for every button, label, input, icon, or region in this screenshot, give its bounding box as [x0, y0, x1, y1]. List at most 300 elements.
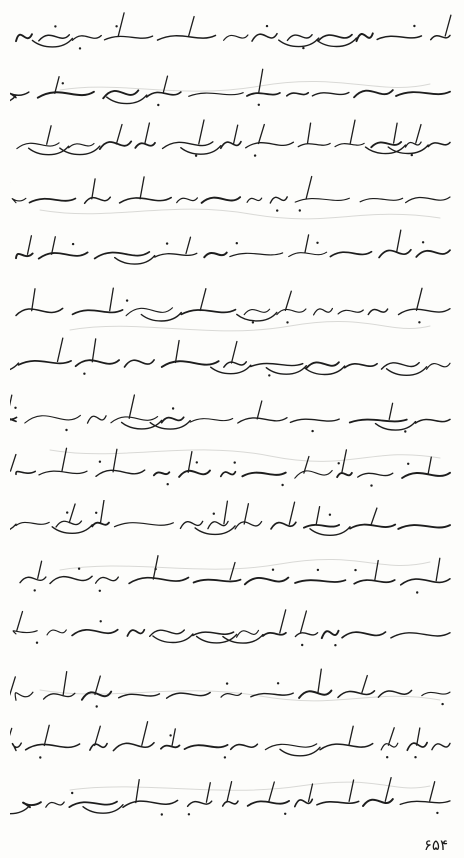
word-stroke: [158, 35, 216, 40]
diacritic-dot: [161, 814, 163, 816]
handwriting-strokes: [10, 63, 454, 117]
word-stroke: [354, 90, 393, 97]
diacritic-dot: [268, 374, 270, 376]
ascender-stroke: [11, 455, 16, 472]
diacritic-dot: [72, 243, 74, 245]
word-stroke: [295, 471, 332, 479]
diacritic-dot: [272, 568, 274, 570]
ascender-stroke: [430, 782, 435, 801]
word-stroke: [20, 577, 46, 583]
diacritic-dot: [169, 734, 171, 736]
ascender-stroke: [397, 230, 401, 252]
word-stroke: [16, 522, 49, 525]
diacritic-dot: [99, 461, 101, 463]
manuscript-line: [10, 664, 454, 718]
manuscript-line: [10, 336, 454, 390]
descender-stroke: [266, 366, 306, 375]
word-stroke: [382, 363, 420, 370]
word-stroke: [231, 744, 258, 749]
manuscript-line: [10, 63, 454, 117]
word-stroke: [161, 745, 180, 748]
word-stroke: [416, 419, 451, 423]
ascender-stroke: [385, 778, 391, 802]
ascender-stroke: [189, 17, 195, 37]
ascender-stroke: [342, 450, 347, 474]
descender-stroke: [122, 420, 162, 429]
word-stroke: [221, 693, 241, 697]
word-stroke: [163, 142, 213, 149]
word-stroke: [319, 35, 352, 41]
ascender-stroke: [186, 237, 191, 253]
diacritic-dot: [301, 644, 303, 646]
word-stroke: [10, 92, 29, 98]
diacritic-dot: [36, 642, 38, 644]
word-stroke: [12, 743, 21, 750]
ascender-stroke: [44, 725, 49, 745]
word-stroke: [399, 309, 451, 315]
ascender-stroke: [234, 125, 238, 144]
handwriting-strokes: [10, 500, 454, 554]
ascender-stroke: [206, 783, 210, 803]
word-stroke: [270, 197, 287, 203]
diacritic-dot: [266, 25, 268, 27]
manuscript-text-block: [10, 8, 454, 828]
page-number: ۶۵۴: [423, 836, 448, 854]
word-stroke: [360, 198, 403, 202]
word-stroke: [381, 743, 398, 750]
diacritic-dot: [286, 322, 288, 324]
word-stroke: [263, 633, 286, 636]
word-stroke: [306, 362, 339, 368]
word-stroke: [422, 692, 450, 696]
ascender-stroke: [92, 339, 95, 362]
manuscript-line: [10, 8, 454, 62]
handwriting-strokes: [10, 227, 454, 281]
manuscript-line: [10, 281, 454, 335]
word-stroke: [398, 525, 450, 529]
ascender-stroke: [417, 289, 423, 311]
diacritic-dot: [96, 705, 98, 707]
word-stroke: [103, 90, 138, 98]
ascender-stroke: [140, 177, 144, 199]
word-stroke: [371, 142, 401, 147]
word-stroke: [244, 310, 269, 315]
word-stroke: [337, 473, 352, 477]
diacritic-dot: [213, 513, 215, 515]
descender-stroke: [10, 363, 19, 372]
ascender-stroke: [349, 780, 354, 801]
word-stroke: [290, 419, 339, 422]
ascender-stroke: [17, 612, 23, 631]
diacritic-dot: [281, 484, 283, 486]
diacritic-dot: [418, 321, 420, 323]
word-stroke: [238, 417, 287, 422]
word-stroke: [16, 309, 63, 316]
ascender-stroke: [436, 558, 440, 580]
word-stroke: [119, 694, 160, 698]
diacritic-dot: [226, 682, 228, 684]
word-stroke: [295, 198, 349, 202]
handwriting-strokes: [10, 117, 454, 171]
diacritic-dot: [407, 463, 409, 465]
word-stroke: [342, 632, 385, 638]
word-stroke: [358, 474, 393, 478]
ascender-stroke: [172, 729, 175, 746]
diacritic-dot: [236, 242, 238, 244]
word-stroke: [242, 473, 285, 477]
ascender-stroke: [10, 395, 12, 418]
ascender-stroke: [280, 610, 286, 633]
word-stroke: [72, 36, 101, 41]
word-stroke: [167, 693, 211, 699]
word-stroke: [401, 578, 450, 584]
handwriting-strokes: [10, 391, 454, 445]
ascender-stroke: [269, 782, 275, 802]
ascender-stroke: [371, 508, 377, 525]
diacritic-dot: [196, 462, 198, 464]
descender-stroke: [223, 635, 263, 644]
word-stroke: [277, 309, 306, 315]
ascender-stroke: [28, 235, 32, 254]
descender-stroke: [181, 146, 221, 155]
diacritic-dot: [115, 25, 117, 27]
word-stroke: [252, 34, 277, 41]
word-stroke: [155, 253, 197, 257]
ascender-stroke: [47, 126, 51, 144]
word-stroke: [221, 472, 236, 477]
ascender-stroke: [388, 727, 394, 744]
word-stroke: [44, 693, 75, 699]
descender-stroke: [83, 805, 123, 814]
diacritic-dot: [65, 428, 67, 430]
descender-stroke: [387, 367, 427, 376]
word-stroke: [298, 144, 330, 147]
diacritic-dot: [436, 812, 438, 814]
descender-stroke: [376, 421, 416, 430]
diacritic-dot: [258, 103, 260, 105]
diacritic-dot: [34, 589, 36, 591]
word-stroke: [221, 142, 241, 149]
word-stroke: [76, 360, 120, 366]
word-stroke: [230, 253, 283, 257]
word-stroke: [39, 252, 88, 258]
word-stroke: [338, 691, 375, 698]
ascender-stroke: [350, 120, 355, 143]
diacritic-dot: [100, 620, 102, 622]
diacritic-dot: [254, 155, 256, 157]
ascender-stroke: [230, 562, 235, 579]
word-stroke: [194, 579, 241, 582]
word-stroke: [69, 144, 94, 148]
descender-stroke: [211, 365, 251, 374]
word-stroke: [185, 745, 228, 749]
word-stroke: [416, 250, 450, 257]
word-stroke: [322, 631, 339, 638]
diacritic-dot: [422, 241, 424, 243]
diacritic-dot: [329, 514, 331, 516]
manuscript-line: [10, 500, 454, 554]
word-stroke: [287, 35, 312, 41]
ascender-stroke: [306, 177, 312, 199]
word-stroke: [115, 523, 174, 527]
word-stroke: [179, 471, 210, 477]
word-stroke: [224, 362, 247, 367]
diacritic-dot: [316, 241, 318, 243]
ascender-stroke: [95, 726, 101, 745]
descender-stroke: [10, 806, 30, 815]
diacritic-dot: [83, 373, 85, 375]
handwriting-strokes: [10, 336, 454, 390]
ascender-stroke: [289, 502, 294, 524]
word-stroke: [46, 802, 64, 807]
word-stroke: [350, 419, 407, 422]
handwriting-strokes: [10, 664, 454, 718]
word-stroke: [223, 801, 238, 806]
word-stroke: [50, 576, 92, 583]
word-stroke: [96, 470, 145, 476]
ascender-stroke: [95, 676, 100, 694]
word-stroke: [247, 198, 262, 202]
diacritic-dot: [79, 47, 81, 49]
ascender-stroke: [308, 123, 311, 143]
word-stroke: [56, 521, 82, 527]
word-stroke: [379, 249, 411, 257]
word-stroke: [202, 197, 241, 203]
descender-stroke: [195, 526, 235, 535]
word-stroke: [377, 36, 421, 40]
word-stroke: [289, 252, 327, 256]
ascender-stroke: [362, 676, 367, 693]
word-stroke: [127, 630, 144, 636]
word-stroke: [15, 692, 33, 700]
diacritic-dot: [167, 483, 169, 485]
word-stroke: [287, 92, 309, 95]
word-stroke: [38, 91, 94, 97]
manuscript-line: [10, 117, 454, 171]
word-stroke: [123, 801, 178, 808]
descender-stroke: [141, 313, 181, 322]
word-stroke: [16, 34, 32, 41]
word-stroke: [271, 522, 296, 529]
ascender-stroke: [55, 76, 59, 93]
word-stroke: [295, 580, 345, 583]
word-stroke: [105, 36, 153, 40]
word-stroke: [402, 473, 450, 478]
word-stroke: [113, 742, 154, 750]
word-stroke: [10, 417, 17, 421]
diacritic-dot: [126, 300, 128, 302]
ascender-stroke: [10, 728, 12, 745]
diacritic-dot: [234, 462, 236, 464]
word-stroke: [73, 310, 123, 315]
diacritic-dot: [62, 82, 64, 84]
diacritic-dot: [276, 209, 278, 211]
descender-stroke: [153, 634, 193, 643]
word-stroke: [299, 691, 331, 698]
ascender-stroke: [285, 292, 291, 311]
diacritic-dot: [99, 589, 101, 591]
word-stroke: [246, 143, 294, 149]
manuscript-line: [10, 227, 454, 281]
ascender-stroke: [394, 124, 398, 144]
ascender-stroke: [428, 457, 431, 474]
word-stroke: [96, 577, 119, 583]
ascender-stroke: [153, 555, 158, 578]
diacritic-dot: [166, 242, 168, 244]
word-stroke: [251, 693, 293, 697]
descender-stroke: [310, 527, 350, 536]
ascender-stroke: [200, 289, 206, 311]
diacritic-dot: [404, 430, 406, 432]
word-stroke: [193, 632, 234, 635]
word-stroke: [314, 309, 333, 315]
diacritic-dot: [195, 155, 197, 157]
handwriting-strokes: [10, 609, 454, 663]
diacritic-dot: [14, 406, 16, 408]
handwriting-strokes: [10, 555, 454, 609]
word-stroke: [90, 743, 107, 750]
ascender-stroke: [375, 560, 378, 580]
descender-stroke: [10, 95, 16, 104]
word-stroke: [406, 197, 450, 203]
ascender-stroke: [116, 125, 122, 145]
word-stroke: [111, 416, 158, 422]
word-stroke: [235, 522, 262, 529]
diacritic-dot: [252, 322, 254, 324]
word-stroke: [100, 142, 131, 150]
diacritic-dot: [224, 756, 226, 758]
manuscript-line: [10, 609, 454, 663]
word-stroke: [428, 143, 450, 147]
handwriting-strokes: [10, 8, 454, 62]
ascender-stroke: [349, 726, 353, 745]
word-stroke: [265, 744, 316, 750]
word-stroke: [12, 198, 26, 202]
word-stroke: [320, 743, 373, 749]
ascender-stroke: [118, 13, 124, 36]
word-stroke: [245, 577, 288, 584]
word-stroke: [427, 363, 450, 369]
diacritic-dot: [157, 103, 159, 105]
ascender-stroke: [69, 504, 75, 523]
descender-stroke: [237, 313, 277, 322]
diacritic-dot: [441, 703, 443, 705]
word-stroke: [154, 473, 169, 476]
diacritic-dot: [413, 25, 415, 27]
word-stroke: [363, 799, 393, 806]
ascender-stroke: [389, 403, 392, 419]
diacritic-dot: [386, 756, 388, 758]
manuscript-line: [10, 555, 454, 609]
descender-stroke: [32, 38, 72, 47]
word-stroke: [330, 251, 371, 256]
word-stroke: [23, 803, 41, 808]
word-stroke: [251, 363, 303, 366]
word-stroke: [82, 692, 111, 700]
word-stroke: [188, 802, 212, 807]
ascender-stroke: [110, 289, 114, 311]
word-stroke: [16, 253, 33, 258]
ascender-stroke: [318, 669, 321, 693]
word-stroke: [129, 577, 188, 583]
diacritic-dot: [154, 568, 156, 570]
word-stroke: [406, 142, 422, 147]
diacritic-dot: [414, 756, 416, 758]
descender-stroke: [305, 366, 345, 375]
word-stroke: [181, 310, 235, 315]
descender-stroke: [317, 38, 357, 47]
ascender-stroke: [305, 235, 309, 253]
ascender-stroke: [52, 236, 56, 253]
word-stroke: [39, 471, 87, 475]
word-stroke: [95, 252, 150, 259]
diacritic-dot: [370, 485, 372, 487]
ascender-stroke: [163, 76, 167, 93]
word-stroke: [39, 35, 70, 41]
ascender-stroke: [142, 721, 148, 745]
descender-stroke: [115, 255, 155, 264]
diacritic-dot: [66, 511, 68, 513]
ascender-stroke: [300, 611, 306, 633]
word-stroke: [69, 802, 117, 808]
word-stroke: [72, 630, 118, 636]
word-stroke: [432, 743, 450, 749]
word-stroke: [317, 802, 359, 805]
diacritic-dot: [411, 154, 413, 156]
word-stroke: [189, 92, 244, 96]
ascender-stroke: [10, 677, 15, 695]
word-stroke: [190, 418, 233, 422]
diacritic-dot: [277, 682, 279, 684]
word-stroke: [335, 144, 364, 147]
word-stroke: [400, 801, 450, 805]
diacritic-dot: [302, 47, 304, 49]
word-stroke: [177, 198, 198, 203]
descender-stroke: [279, 38, 319, 47]
diacritic-dot: [95, 512, 97, 514]
word-stroke: [237, 631, 259, 638]
diacritic-dot: [188, 813, 190, 815]
ascender-stroke: [58, 338, 63, 361]
ascender-stroke: [244, 504, 248, 524]
word-stroke: [126, 308, 172, 316]
diacritic-dot: [317, 568, 319, 570]
ascender-stroke: [416, 125, 421, 143]
descender-stroke: [52, 525, 92, 534]
ascender-stroke: [227, 782, 232, 803]
word-stroke: [345, 364, 377, 368]
word-stroke: [208, 521, 228, 528]
word-stroke: [350, 525, 395, 529]
word-stroke: [180, 521, 202, 528]
diacritic-dot: [338, 462, 340, 464]
ascender-stroke: [92, 179, 95, 199]
word-stroke: [295, 633, 317, 637]
handwriting-strokes: [10, 719, 454, 773]
word-stroke: [396, 91, 450, 95]
word-stroke: [120, 198, 172, 203]
word-stroke: [17, 143, 59, 149]
handwriting-strokes: [10, 445, 454, 499]
ascender-stroke: [145, 123, 150, 144]
word-stroke: [357, 33, 373, 41]
ascender-stroke: [129, 395, 134, 418]
ascender-stroke: [224, 501, 228, 524]
diacritic-dot: [54, 25, 56, 27]
ascender-stroke: [38, 561, 42, 578]
word-stroke: [162, 361, 219, 367]
word-stroke: [431, 35, 450, 39]
